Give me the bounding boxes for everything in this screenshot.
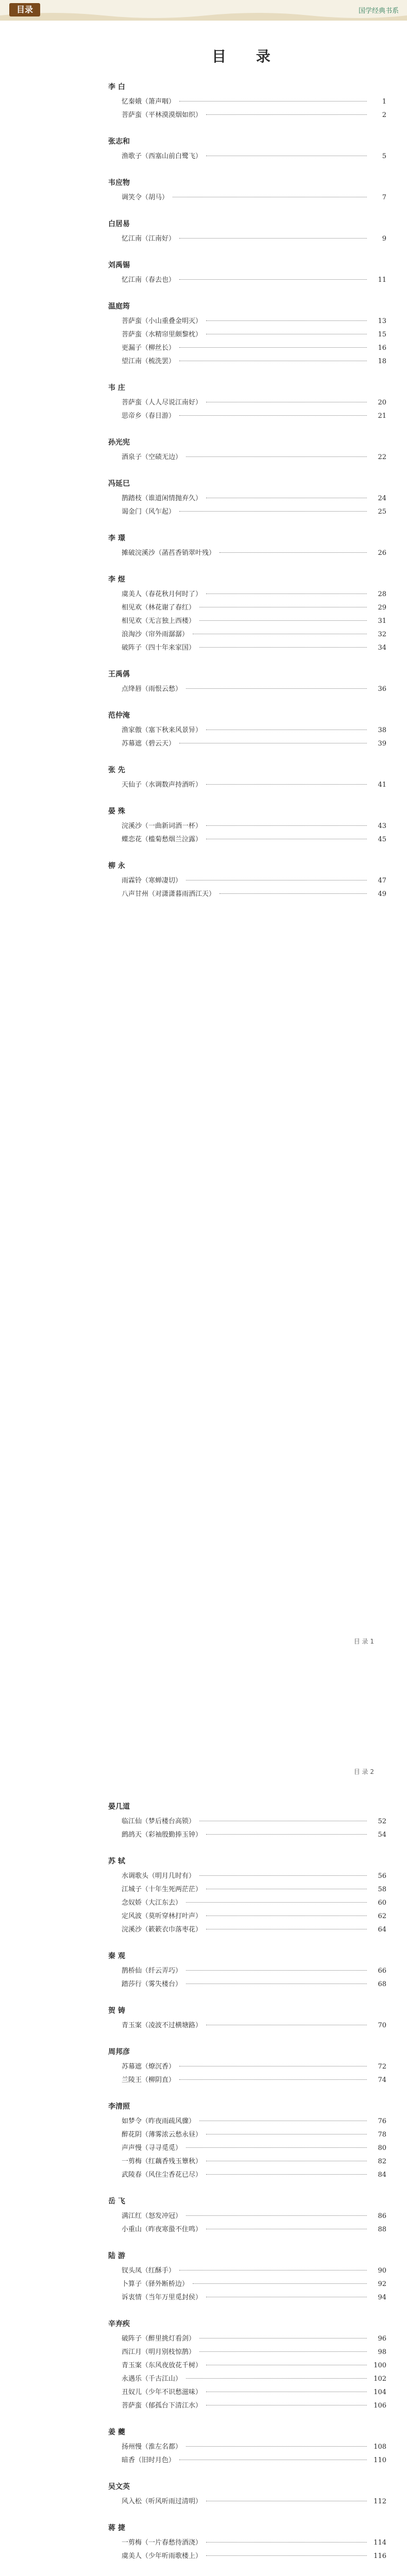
entry-page-number: 56: [378, 1872, 386, 1880]
entry-page-number: 21: [378, 412, 386, 420]
toc-groups: [108, 81, 386, 902]
toc-entry[interactable]: [122, 738, 386, 751]
entry-title: 望江南（梳洗罢）: [122, 358, 176, 365]
entry-title: 调笑令（胡马）: [122, 194, 169, 201]
leader-dots: [219, 893, 367, 894]
leader-dots: [186, 2215, 367, 2216]
entry-title: 永遇乐（千古江山）: [122, 2375, 182, 2383]
leader-dots: [206, 825, 367, 826]
entry-page-number: 92: [378, 2280, 386, 2288]
toc-entry[interactable]: [122, 2129, 386, 2142]
entry-title: 浣溪沙（簌簌衣巾落枣花）: [122, 1926, 202, 1934]
entry-title: 更漏子（柳丝长）: [122, 344, 176, 352]
entry-page-number: 106: [374, 2402, 386, 2410]
author-heading: 晏几道: [108, 1803, 130, 1811]
leader-dots: [179, 415, 367, 416]
author-heading: 秦 观: [108, 1952, 125, 1960]
entry-title: 如梦令（昨夜雨疏风骤）: [122, 2117, 196, 2125]
toc-entry[interactable]: [122, 2210, 386, 2224]
entry-page-number: 100: [374, 2362, 386, 2369]
entry-title: 破阵子（四十年来家国）: [122, 644, 196, 652]
entry-page-number: 43: [378, 822, 386, 830]
entry-page-number: 112: [374, 2498, 386, 2505]
entry-page-number: 41: [378, 781, 386, 789]
entry-title: 雨霖铃（寒蝉凄切）: [122, 877, 182, 885]
author-heading: 周邦彦: [108, 2048, 130, 2056]
author-heading: 晏 殊: [108, 807, 125, 816]
toc-entry[interactable]: [122, 1816, 386, 1829]
entry-page-number: 9: [382, 235, 386, 243]
entry-page-number: 34: [378, 644, 386, 652]
entry-title: 渔家傲（塞下秋来风景异）: [122, 726, 202, 734]
toc-entry[interactable]: [122, 410, 386, 423]
toc-entry[interactable]: [122, 1924, 386, 1937]
entry-page-number: 94: [378, 2294, 386, 2301]
toc-entry[interactable]: [122, 2169, 386, 2182]
toc-entry[interactable]: [122, 2224, 386, 2237]
toc-entry[interactable]: [122, 192, 386, 205]
entry-title: 踏莎行（雾失楼台）: [122, 1980, 182, 1988]
entry-title: 摊破浣溪沙（菡萏香销翠叶残）: [122, 549, 216, 557]
entry-page-number: 104: [374, 2388, 386, 2396]
toc-entry[interactable]: [122, 2061, 386, 2074]
banner-wave-decoration: [0, 0, 407, 21]
toc-entry[interactable]: [122, 2115, 386, 2129]
entry-page-number: 70: [378, 2022, 386, 2029]
author-heading: 岳 飞: [108, 2197, 125, 2206]
entry-page-number: 116: [374, 2552, 386, 2560]
entry-title: 鹊踏枝（谁道闲情抛弃久）: [122, 495, 202, 502]
toc-entry[interactable]: [122, 397, 386, 410]
toc-entry[interactable]: [122, 1884, 386, 1897]
entry-title: 满江红（怒发冲冠）: [122, 2212, 182, 2220]
entry-page-number: 58: [378, 1886, 386, 1893]
toc-entry[interactable]: [122, 820, 386, 834]
entry-page-number: 108: [374, 2443, 386, 2451]
entry-page-number: 78: [378, 2131, 386, 2139]
entry-title: 丑奴儿（少年不识愁滋味）: [122, 2388, 202, 2396]
leader-dots: [186, 1902, 367, 1903]
entry-page-number: 82: [378, 2158, 386, 2165]
toc-groups: [108, 1801, 386, 2576]
leader-dots: [186, 2378, 367, 2379]
toc-entry[interactable]: [122, 150, 386, 164]
entry-page-number: 64: [378, 1926, 386, 1934]
entry-page-number: 114: [374, 2539, 386, 2547]
author-heading: 李 白: [108, 83, 125, 91]
leader-dots: [206, 2542, 367, 2543]
entry-title: 菩萨蛮（水精帘里颇黎枕）: [122, 331, 202, 338]
entry-title: 定风波（莫听穿林打叶声）: [122, 1912, 202, 1920]
toc-entry[interactable]: [122, 602, 386, 615]
entry-title: 八声甘州（对潇潇暮雨洒江天）: [122, 890, 216, 898]
toc-entry[interactable]: [122, 2142, 386, 2156]
entry-page-number: 38: [378, 726, 386, 734]
entry-title: 苏幕遮（燎沉香）: [122, 2063, 176, 2071]
toc-entry[interactable]: [122, 547, 386, 561]
toc-entry[interactable]: [122, 683, 386, 697]
entry-title: 菩萨蛮（人人尽说江南好）: [122, 399, 202, 406]
page-footer: 目 录 1: [353, 1638, 374, 1645]
author-heading: 张志和: [108, 138, 130, 146]
entry-page-number: 62: [378, 1912, 386, 1920]
top-banner: [0, 0, 407, 21]
toc-entry[interactable]: [122, 1870, 386, 1884]
entry-title: 青玉案（东风夜放花千树）: [122, 2362, 202, 2369]
entry-title: 一剪梅（红藕香残玉簟秋）: [122, 2158, 202, 2165]
entry-page-number: 28: [378, 590, 386, 598]
entry-title: 菩萨蛮（郁孤台下清江水）: [122, 2402, 202, 2410]
author-heading: 冯延巳: [108, 480, 130, 488]
entry-page-number: 74: [378, 2076, 386, 2084]
entry-title: 西江月（明月别枝惊鹊）: [122, 2348, 196, 2356]
leader-dots: [199, 2351, 367, 2352]
entry-page-number: 2: [382, 111, 386, 119]
entry-title: 菩萨蛮（小山重叠金明灭）: [122, 317, 202, 325]
leader-dots: [179, 238, 367, 239]
entry-title: 青玉案（凌波不过横塘路）: [122, 2022, 202, 2029]
author-heading: 贺 铸: [108, 2007, 125, 2015]
entry-title: 蝶恋花（槛菊愁烟兰泣露）: [122, 836, 202, 843]
entry-title: 点绛唇（雨恨云愁）: [122, 685, 182, 693]
entry-page-number: 1: [382, 98, 386, 106]
entry-page-number: 102: [374, 2375, 386, 2383]
entry-page-number: 52: [378, 1818, 386, 1825]
entry-title: 谒金门（风乍起）: [122, 508, 176, 516]
entry-page-number: 80: [378, 2144, 386, 2152]
entry-title: 临江仙（梦后楼台高锁）: [122, 1818, 196, 1825]
toc-entry[interactable]: [122, 2441, 386, 2454]
entry-title: 忆江南（江南好）: [122, 235, 176, 243]
entry-title: 浣溪沙（一曲新词酒一杯）: [122, 822, 202, 830]
toc-entry[interactable]: [122, 451, 386, 465]
leader-dots: [179, 279, 367, 280]
entry-page-number: 90: [378, 2267, 386, 2275]
entry-page-number: 13: [378, 317, 386, 325]
entry-title: 相见欢（无言独上西楼）: [122, 617, 196, 625]
toc-entry[interactable]: [122, 109, 386, 123]
entry-page-number: 18: [378, 358, 386, 365]
toc-page-2: [108, 1767, 386, 2576]
leader-dots: [206, 114, 367, 115]
page-header-label: 目 录 2: [353, 1768, 374, 1775]
author-heading: 辛弃疾: [108, 2320, 130, 2328]
toc-entry[interactable]: [122, 274, 386, 287]
toc-entry[interactable]: [122, 96, 386, 109]
entry-page-number: 47: [378, 877, 386, 885]
toc-entry[interactable]: [122, 1897, 386, 1910]
entry-title: 暗香（旧时月色）: [122, 2456, 176, 2464]
toc-entry[interactable]: [122, 329, 386, 342]
entry-page-number: 45: [378, 836, 386, 843]
toc-entry[interactable]: [122, 1829, 386, 1842]
toc-entry[interactable]: [122, 342, 386, 355]
entry-page-number: 96: [378, 2335, 386, 2343]
entry-title: 小重山（昨夜寒蛩不住鸣）: [122, 2226, 202, 2233]
entry-page-number: 72: [378, 2063, 386, 2071]
leader-dots: [179, 347, 367, 348]
entry-title: 钗头凤（红酥手）: [122, 2267, 176, 2275]
page-gap: [0, 1649, 407, 1767]
leader-dots: [179, 2079, 367, 2080]
entry-page-number: 88: [378, 2226, 386, 2233]
toc-entry[interactable]: [122, 629, 386, 642]
entry-title: 思帝乡（春日游）: [122, 412, 176, 420]
tab-label: 目录: [9, 3, 40, 16]
author-heading: 吴文英: [108, 2483, 130, 2491]
author-heading: 张 先: [108, 766, 125, 774]
entry-title: 虞美人（春花秋月何时了）: [122, 590, 202, 598]
entry-page-number: 29: [378, 604, 386, 612]
author-heading: 李 煜: [108, 575, 125, 584]
entry-page-number: 24: [378, 495, 386, 502]
entry-page-number: 20: [378, 399, 386, 406]
author-heading: 苏 轼: [108, 1857, 125, 1866]
entry-page-number: 54: [378, 1831, 386, 1839]
author-heading: 孙光宪: [108, 438, 130, 447]
toc-entry[interactable]: [122, 1910, 386, 1924]
toc-entry[interactable]: [122, 1978, 386, 1992]
leader-dots: [206, 1834, 367, 1835]
author-heading: 李清照: [108, 2103, 130, 2111]
entry-title: 声声慢（寻寻觅觅）: [122, 2144, 182, 2152]
toc-entry[interactable]: [122, 2020, 386, 2033]
entry-page-number: 60: [378, 1899, 386, 1907]
entry-title: 风入松（听风听雨过清明）: [122, 2498, 202, 2505]
leader-dots: [199, 620, 367, 621]
leader-dots: [199, 647, 367, 648]
leader-dots: [186, 456, 367, 457]
entry-page-number: 36: [378, 685, 386, 693]
page-title: 目 录: [212, 48, 283, 65]
entry-title: 忆江南（春去也）: [122, 276, 176, 284]
toc-entry[interactable]: [122, 2373, 386, 2386]
leader-dots: [206, 784, 367, 785]
toc-entry[interactable]: [122, 2278, 386, 2292]
toc-entry[interactable]: [122, 2156, 386, 2169]
entry-page-number: 31: [378, 617, 386, 625]
entry-page-number: 76: [378, 2117, 386, 2125]
author-heading: 姜 夔: [108, 2428, 125, 2436]
entry-title: 鹊桥仙（纤云弄巧）: [122, 1967, 182, 1975]
entry-page-number: 86: [378, 2212, 386, 2220]
toc-entry[interactable]: [122, 315, 386, 329]
leader-dots: [186, 688, 367, 689]
leader-dots: [186, 2446, 367, 2447]
toc-entry[interactable]: [122, 834, 386, 847]
toc-entry[interactable]: [122, 779, 386, 792]
toc-entry[interactable]: [122, 588, 386, 602]
entry-title: 浪淘沙（帘外雨潺潺）: [122, 631, 189, 638]
toc-entry[interactable]: [122, 724, 386, 738]
entry-page-number: 84: [378, 2171, 386, 2179]
entry-title: 念奴娇（大江东去）: [122, 1899, 182, 1907]
leader-dots: [193, 2283, 367, 2284]
toc-entry[interactable]: [122, 2400, 386, 2413]
entry-title: 卜算子（驿外断桥边）: [122, 2280, 189, 2288]
toc-entry[interactable]: [122, 2346, 386, 2360]
entry-page-number: 39: [378, 740, 386, 748]
leader-dots: [179, 511, 367, 512]
entry-page-number: 5: [382, 152, 386, 160]
entry-title: 武陵春（风住尘香花已尽）: [122, 2171, 202, 2179]
toc-entry[interactable]: [122, 2386, 386, 2400]
entry-title: 鹧鸪天（彩袖殷勤捧玉钟）: [122, 1831, 202, 1839]
entry-page-number: 16: [378, 344, 386, 352]
toc-entry[interactable]: [122, 615, 386, 629]
entry-page-number: 7: [382, 194, 386, 201]
author-heading: 蒋 捷: [108, 2524, 125, 2532]
author-heading: 白居易: [108, 220, 130, 228]
toc-entry[interactable]: [122, 888, 386, 902]
toc-entry[interactable]: [122, 2333, 386, 2346]
entry-title: 虞美人（少年听雨歌楼上）: [122, 2552, 202, 2560]
entry-title: 相见欢（林花谢了春红）: [122, 604, 196, 612]
toc-entry[interactable]: [122, 2537, 386, 2550]
entry-page-number: 22: [378, 453, 386, 461]
entry-title: 江城子（十年生死两茫茫）: [122, 1886, 202, 1893]
entry-title: 水调歌头（明月几时有）: [122, 1872, 196, 1880]
toc-entry[interactable]: [122, 2454, 386, 2468]
leader-dots: [206, 320, 367, 321]
entry-page-number: 11: [378, 276, 386, 284]
toc-entry[interactable]: [122, 2292, 386, 2305]
leader-dots: [206, 2174, 367, 2175]
entry-title: 渔歌子（西塞山前白鹭飞）: [122, 152, 202, 160]
leader-dots: [206, 2555, 367, 2556]
author-heading: 温庭筠: [108, 302, 130, 311]
entry-title: 破阵子（醉里挑灯看剑）: [122, 2335, 196, 2343]
toc-entry[interactable]: [122, 642, 386, 655]
toc-entry[interactable]: [122, 2074, 386, 2088]
toc-entry[interactable]: [122, 355, 386, 369]
entry-page-number: 110: [374, 2456, 386, 2464]
author-heading: 柳 永: [108, 862, 125, 870]
entry-page-number: 68: [378, 1980, 386, 1988]
entry-page-number: 49: [378, 890, 386, 898]
entry-page-number: 25: [378, 508, 386, 516]
entry-title: 苏幕遮（碧云天）: [122, 740, 176, 748]
entry-title: 诉衷情（当年万里觅封侯）: [122, 2294, 202, 2301]
toc-entry[interactable]: [122, 493, 386, 506]
leader-dots: [186, 2147, 367, 2148]
entry-page-number: 15: [378, 331, 386, 338]
entry-title: 菩萨蛮（平林漠漠烟如织）: [122, 111, 202, 119]
entry-page-number: 26: [378, 549, 386, 557]
entry-title: 一剪梅（一片春愁待酒浇）: [122, 2539, 202, 2547]
author-heading: 王禹偁: [108, 670, 130, 679]
toc-entry[interactable]: [122, 506, 386, 519]
entry-title: 扬州慢（淮左名都）: [122, 2443, 182, 2451]
entry-title: 忆秦娥（箫声咽）: [122, 98, 176, 106]
toc-entry[interactable]: [122, 233, 386, 246]
toc-entry[interactable]: [122, 1965, 386, 1978]
entry-title: 兰陵王（柳阴直）: [122, 2076, 176, 2084]
toc-entry[interactable]: [122, 2496, 386, 2509]
entry-title: 醉花阴（薄雾浓云愁永昼）: [122, 2131, 202, 2139]
author-heading: 韦 庄: [108, 384, 125, 392]
leader-dots: [186, 1970, 367, 1971]
entry-page-number: 32: [378, 631, 386, 638]
toc-entry[interactable]: [122, 2360, 386, 2373]
toc-entry[interactable]: [122, 2265, 386, 2278]
entry-page-number: 98: [378, 2348, 386, 2356]
toc-entry[interactable]: [122, 875, 386, 888]
author-heading: 陆 游: [108, 2252, 125, 2260]
brand-text: 国学经典书系: [358, 7, 399, 15]
author-heading: 李 璟: [108, 534, 125, 543]
leader-dots: [199, 1875, 367, 1876]
entry-page-number: 66: [378, 1967, 386, 1975]
toc-page-1: [108, 36, 386, 1649]
entry-title: 天仙子（水调数声持酒听）: [122, 781, 202, 789]
author-heading: 韦应物: [108, 179, 130, 187]
leader-dots: [219, 552, 367, 553]
author-heading: 范仲淹: [108, 711, 130, 720]
entry-title: 酒泉子（空碛无边）: [122, 453, 182, 461]
author-heading: 刘禹锡: [108, 261, 130, 269]
toc-entry[interactable]: [122, 2550, 386, 2564]
